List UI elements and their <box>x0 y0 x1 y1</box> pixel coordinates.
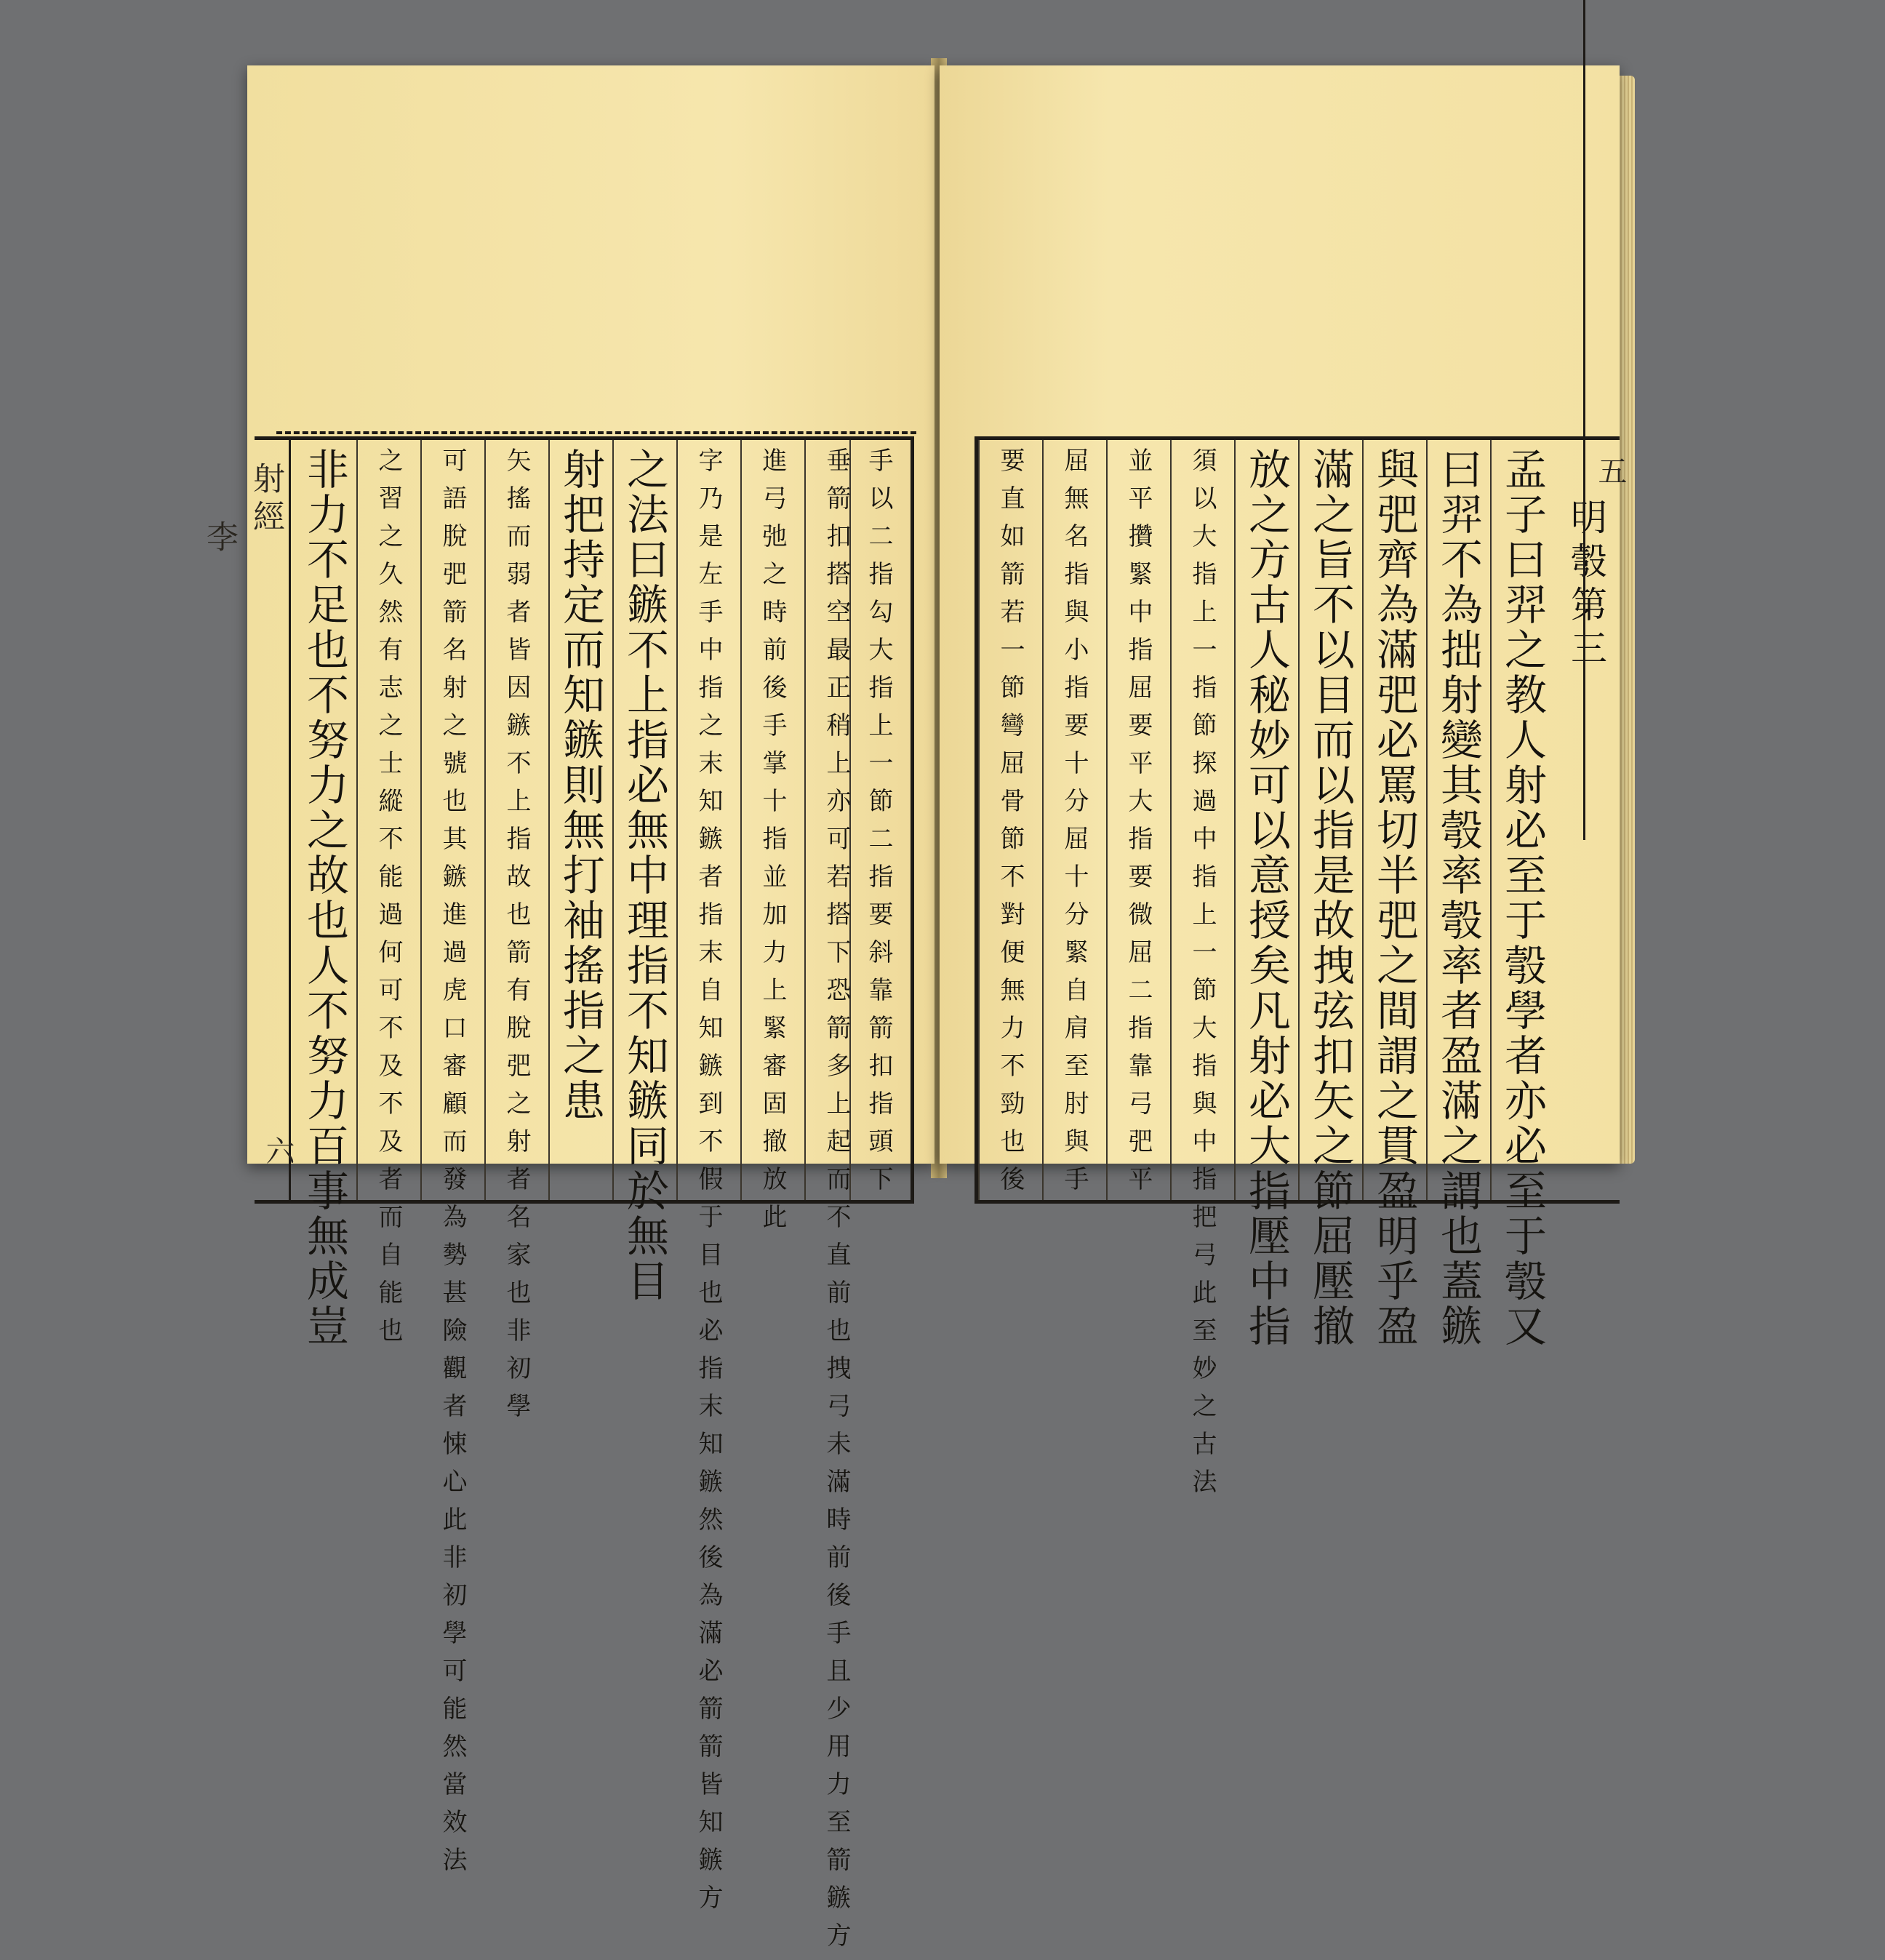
right-text-frame <box>974 436 1620 1506</box>
left-column-3: 進弓弛之時前後手掌十指並加力上緊審固撤放此 <box>740 440 804 1200</box>
right-page-center-band <box>1583 0 1627 840</box>
right-column-1: 孟子曰羿之教人射必至于彀學者亦必至于彀又 <box>1490 440 1554 1200</box>
right-column-8: 屈無名指與小指要十分屈十分緊自肩至肘與手 <box>1042 440 1106 1200</box>
right-column-2: 曰羿不為拙射變其彀率彀率者盈滿之謂也蓋鏃 <box>1426 440 1490 1200</box>
left-band-title: 射經 <box>247 462 284 537</box>
left-column-1: 手以二指勾大指上一節二指要斜靠箭扣指頭下 <box>849 440 911 1200</box>
right-page <box>940 65 1627 1506</box>
left-column-9: 之習之久然有志之士縱不能過何可不及不及者而自能也 <box>356 440 420 1200</box>
left-page-center-band <box>201 440 295 1200</box>
left-column-4: 字乃是左手中指之末知鏃者指末自知鏃到不假于目也必指末知鏃然後為滿必箭箭皆知鏃方 <box>676 440 740 1200</box>
right-heading-column <box>1514 0 1577 211</box>
left-band-mark: 李 <box>201 520 238 558</box>
left-column-5: 之法曰鏃不上指必無中理指不知鏃同於無目 <box>612 440 676 1200</box>
right-page-number: 五 <box>1593 456 1627 491</box>
right-column-4: 滿之旨不以目而以指是故拽弦扣矢之節屈壓撤 <box>1298 440 1362 1200</box>
left-column-2: 垂箭扣搭空最正稍上亦可若搭下恐箭多上起而不直前也拽弓未滿時前後手且少用力至箭鏃方 <box>804 440 868 1200</box>
right-column-6: 須以大指上一指節探過中指上一節大指與中指把弓此至妙之古法 <box>1170 440 1234 1200</box>
left-column-7: 矢搖而弱者皆因鏃不上指故也箭有脫弝之射者名家也非初學 <box>484 440 548 1200</box>
left-page <box>201 65 935 1960</box>
left-page-number: 六 <box>261 1136 295 1171</box>
right-column-5: 放之方古人秘妙可以意授矣凡射必大指壓中指 <box>1234 440 1298 1200</box>
top-margin-rule <box>276 431 916 436</box>
left-column-8: 可語脫弝箭名射之號也其鏃進過虎口審顧而發為勢甚險觀者悚心此非初學可能然當效法 <box>420 440 484 1200</box>
left-text-frame <box>201 436 914 1960</box>
left-column-10: 非力不足也不努力之故也人不努力百事無成豈 <box>300 447 349 1349</box>
open-book <box>201 58 1635 1960</box>
right-column-7: 並平攢緊中指屈要平大指要微屈二指靠弓弝平 <box>1106 440 1170 1200</box>
left-column-6: 射把持定而知鏃則無打袖搖指之患 <box>548 440 612 1200</box>
right-column-3: 與弝齊為滿弝必罵切半弝之間謂之貫盈明乎盈 <box>1362 440 1426 1200</box>
section-subheading: 明彀第三 <box>1565 498 1607 673</box>
right-column-9: 要直如箭若一節彎屈骨節不對便無力不勁也後 <box>978 440 1042 1200</box>
